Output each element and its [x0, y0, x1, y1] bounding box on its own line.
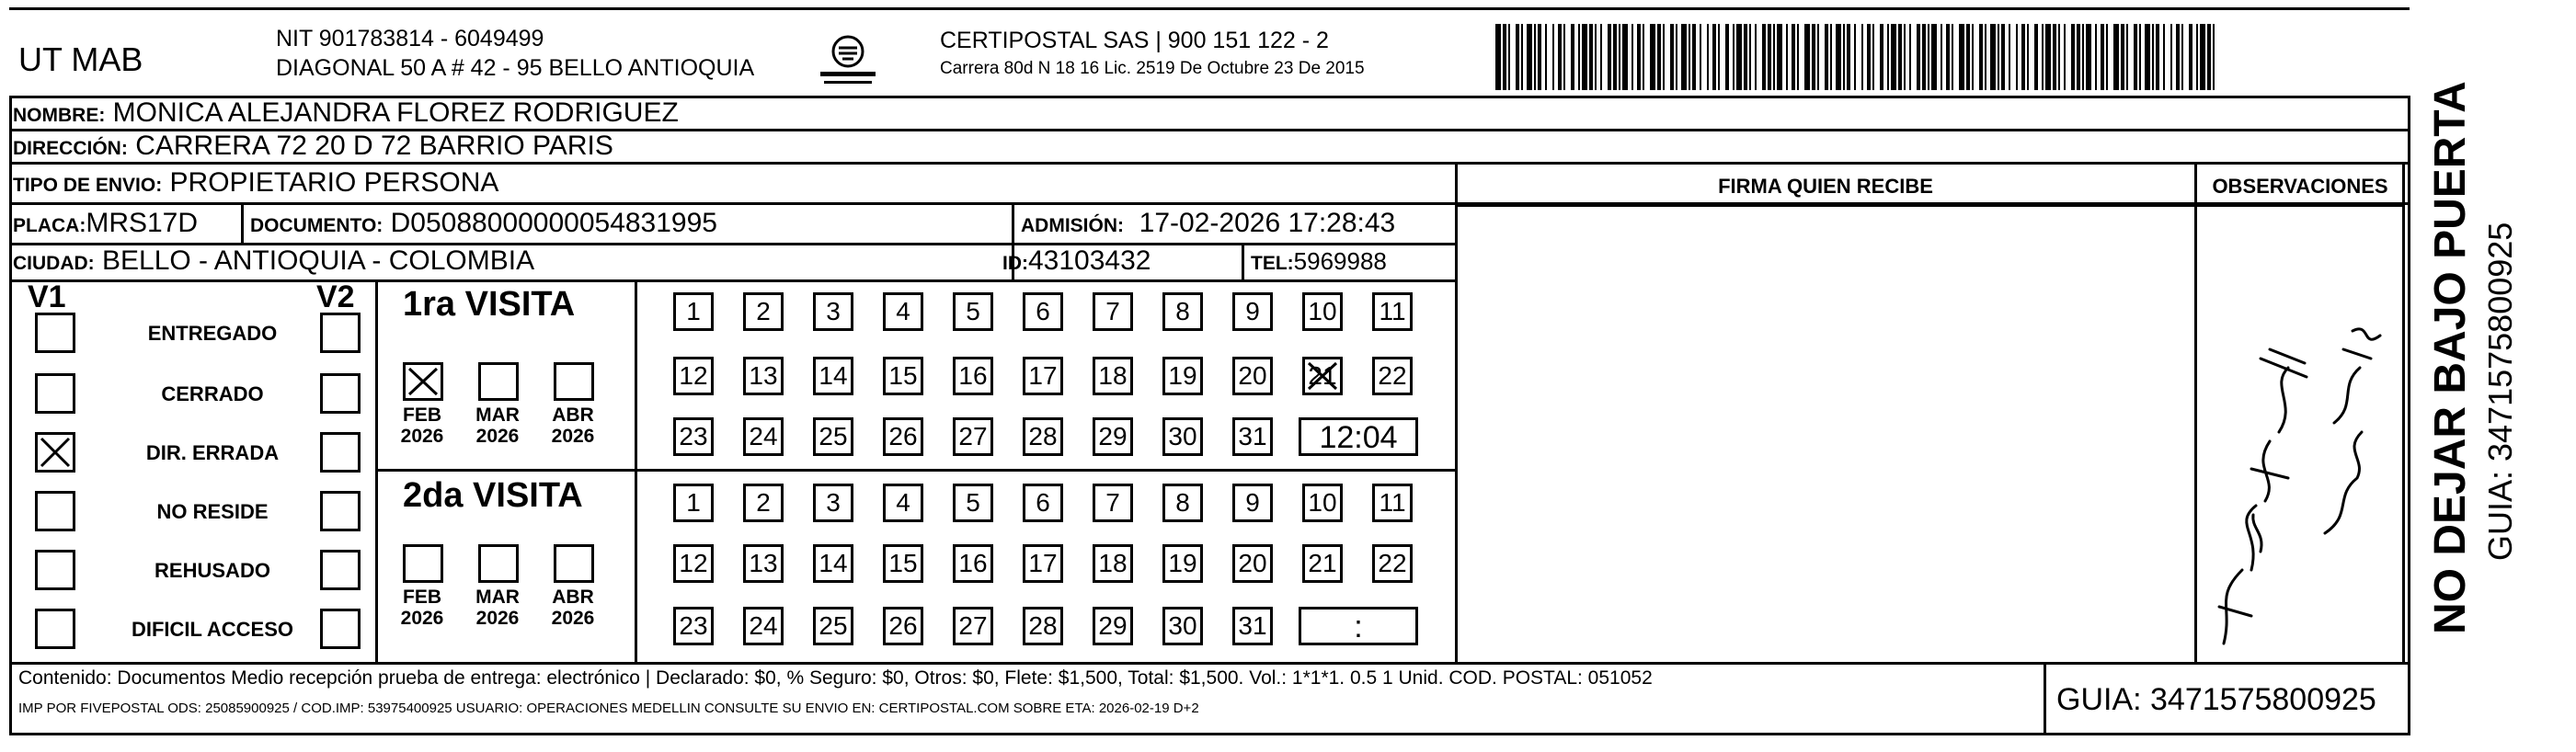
visit1-day-box[interactable]: 30	[1162, 417, 1203, 456]
col-line-firma-left	[1455, 162, 1458, 663]
month-name: MAR	[475, 404, 520, 426]
admision-label: ADMISIÓN:	[1021, 215, 1124, 236]
visit2-day-box[interactable]: 13	[743, 544, 784, 583]
frame-right-line	[2408, 96, 2410, 735]
visit1-month-label	[390, 404, 454, 447]
visit2-day-box[interactable]: 31	[1232, 607, 1273, 645]
row-direccion	[13, 131, 1455, 161]
status-label: DIFICIL ACCESO	[131, 618, 293, 641]
month-name: FEB	[403, 587, 441, 608]
visit2-month-checkbox[interactable]	[478, 544, 519, 583]
status-v2-checkbox[interactable]	[320, 550, 361, 590]
row-id	[1002, 245, 1232, 276]
visit1-month-checkbox[interactable]	[403, 362, 443, 401]
visit2-day-box[interactable]: 25	[813, 607, 853, 645]
visit2-day-box[interactable]: 7	[1093, 484, 1133, 522]
month-name: ABR	[552, 587, 594, 608]
visit2-day-box[interactable]: 9	[1232, 484, 1273, 522]
visit2-time-box[interactable]: :	[1299, 607, 1418, 645]
day-checkmark	[1305, 359, 1340, 401]
visit1-day-box[interactable]: 4	[883, 292, 923, 331]
company-name: UT MAB	[18, 40, 143, 78]
status-v2-checkbox[interactable]	[320, 373, 361, 414]
visit2-day-box[interactable]: 14	[813, 544, 853, 583]
visit1-month-checkbox[interactable]	[478, 362, 519, 401]
observaciones-header: OBSERVACIONES	[2212, 175, 2388, 198]
company-address: DIAGONAL 50 A # 42 - 95 BELLO ANTIOQUIA	[276, 55, 755, 81]
company-nit: NIT 901783814 - 6049499	[276, 26, 544, 51]
firma-header-line	[1455, 204, 2404, 207]
placa-divider	[241, 204, 244, 243]
v2-label: V2	[316, 279, 355, 314]
visit1-day-box[interactable]: 25	[813, 417, 853, 456]
visit2-day-box[interactable]: 12	[673, 544, 714, 583]
visit2-month-label	[465, 587, 530, 629]
visit1-day-box[interactable]: 8	[1162, 292, 1203, 331]
ciudad-label: CIUDAD:	[13, 253, 95, 274]
visit2-day-box[interactable]: 27	[953, 607, 993, 645]
visit2-day-box[interactable]: 4	[883, 484, 923, 522]
visit1-day-box[interactable]: 19	[1162, 357, 1203, 395]
footer-contenido: Contenido: Documentos Medio recepción prueba de entrega: electrónico | Declarado: $0, % Seguro: $0, Otros: $0, Flete: $1,500, Total: $1,500. Vol.: 1*1*1. 0.5 1 Unid. COD. POSTAL: 051052	[18, 667, 1653, 689]
documento-value: D05088000000054831995	[390, 208, 717, 238]
courier-name: CERTIPOSTAL SAS | 900 151 122 - 2	[940, 28, 1329, 53]
visit1-day-box[interactable]: 21	[1302, 357, 1343, 395]
courier-license: Carrera 80d N 18 16 Lic. 2519 De Octubre 23 De 2015	[940, 59, 1365, 78]
status-label: ENTREGADO	[147, 322, 278, 345]
month-name: ABR	[552, 404, 594, 426]
status-v1-checkbox[interactable]	[35, 313, 75, 353]
visit1-day-box[interactable]: 29	[1093, 417, 1133, 456]
visit2-title: 2da VISITA	[403, 476, 583, 515]
visit1-day-box[interactable]: 5	[953, 292, 993, 331]
row-line-5	[9, 279, 1457, 282]
visit1-day-box[interactable]: 15	[883, 357, 923, 395]
documento-label: DOCUMENTO:	[250, 215, 384, 236]
firma-header: FIRMA QUIEN RECIBE	[1718, 175, 1933, 198]
status-v1-checkbox[interactable]	[35, 491, 75, 531]
visit1-day-box[interactable]: 6	[1023, 292, 1063, 331]
visit1-day-box[interactable]: 17	[1023, 357, 1063, 395]
visit2-day-box[interactable]: 23	[673, 607, 714, 645]
admision-value: 17-02-2026 17:28:43	[1139, 208, 1396, 238]
visit1-day-box[interactable]: 1	[673, 292, 714, 331]
barcode	[1495, 24, 2222, 90]
month-name: FEB	[403, 404, 441, 426]
visit1-month-label	[465, 404, 530, 447]
frame-top-line	[9, 7, 2410, 10]
visit2-day-box[interactable]: 22	[1372, 544, 1413, 583]
status-label: NO RESIDE	[156, 500, 269, 523]
visit2-day-box[interactable]: 17	[1023, 544, 1063, 583]
month-year: 2026	[475, 608, 520, 629]
visit2-month-label	[541, 587, 605, 629]
id-value: 43103432	[1028, 245, 1151, 276]
status-v1-checkbox[interactable]	[35, 609, 75, 649]
visit2-day-box[interactable]: 16	[953, 544, 993, 583]
status-v1-checkbox[interactable]	[35, 550, 75, 590]
direccion-value: CARRERA 72 20 D 72 BARRIO PARIS	[135, 131, 613, 161]
visit1-day-box[interactable]: 3	[813, 292, 853, 331]
visit1-month-label	[541, 404, 605, 447]
visit2-day-box[interactable]: 6	[1023, 484, 1063, 522]
visit2-day-box[interactable]: 28	[1023, 607, 1063, 645]
nombre-value: MONICA ALEJANDRA FLOREZ RODRIGUEZ	[112, 97, 679, 128]
id-label: ID:	[1002, 253, 1028, 274]
visit-divider	[377, 469, 1457, 472]
visit2-day-box[interactable]: 18	[1093, 544, 1133, 583]
visit1-day-box[interactable]: 28	[1023, 417, 1063, 456]
tel-label: TEL:	[1251, 253, 1294, 274]
direccion-label: DIRECCIÓN:	[13, 138, 128, 159]
visit1-day-box[interactable]: 12	[673, 357, 714, 395]
row-nombre	[13, 97, 1455, 128]
handwritten-observation[interactable]	[2196, 294, 2402, 658]
placa-label: PLACA:	[13, 215, 86, 236]
frame-left-line	[9, 96, 12, 735]
tipo-label: TIPO DE ENVIO:	[13, 175, 163, 196]
status-label: DIR. ERRADA	[145, 441, 280, 464]
col-line-obs-right	[2402, 162, 2405, 663]
status-label: REHUSADO	[155, 559, 270, 582]
status-v2-checkbox[interactable]	[320, 491, 361, 531]
month-year: 2026	[551, 608, 595, 629]
visit2-day-box[interactable]: 8	[1162, 484, 1203, 522]
month-name: MAR	[475, 587, 520, 608]
visit1-day-box[interactable]: 14	[813, 357, 853, 395]
visit2-day-box[interactable]: 21	[1302, 544, 1343, 583]
visit2-day-box[interactable]: 19	[1162, 544, 1203, 583]
visit1-day-box[interactable]: 22	[1372, 357, 1413, 395]
footer-guia-divider	[2044, 662, 2046, 734]
visit1-day-box[interactable]: 24	[743, 417, 784, 456]
visit1-day-box[interactable]: 20	[1232, 357, 1273, 395]
status-v1-checkbox[interactable]	[35, 432, 75, 473]
visit1-day-box[interactable]: 27	[953, 417, 993, 456]
nombre-label: NOMBRE:	[13, 105, 106, 126]
visit1-day-box[interactable]: 18	[1093, 357, 1133, 395]
status-v1-checkbox[interactable]	[35, 373, 75, 414]
side-guia: GUIA: 3471575800925	[2481, 222, 2519, 561]
visit2-day-box[interactable]: 5	[953, 484, 993, 522]
visit1-day-box[interactable]: 16	[953, 357, 993, 395]
row-admision	[1021, 208, 1453, 238]
visit2-month-label	[390, 587, 454, 629]
row-documento	[250, 208, 986, 238]
footer-imp: IMP POR FIVEPOSTAL ODS: 25085900925 / COD.IMP: 53975400925 USUARIO: OPERACIONES MEDELLIN CONSULTE SU ENVIO EN: CERTIPOSTAL.COM SOBRE ETA: 2026-02-19 D+2	[18, 701, 1199, 716]
visit2-day-box[interactable]: 15	[883, 544, 923, 583]
month-year: 2026	[551, 426, 595, 447]
visit2-day-box[interactable]: 20	[1232, 544, 1273, 583]
row-tel	[1251, 245, 1453, 276]
visit1-time-box[interactable]: 12:04	[1299, 417, 1418, 456]
month-year: 2026	[400, 608, 444, 629]
tel-value: 5969988	[1293, 247, 1387, 275]
row-tipo	[13, 167, 1455, 198]
visit1-day-box[interactable]: 2	[743, 292, 784, 331]
visit1-day-box[interactable]: 23	[673, 417, 714, 456]
visit1-day-box[interactable]: 31	[1232, 417, 1273, 456]
status-v2-checkbox[interactable]	[320, 313, 361, 353]
tel-divider	[1242, 243, 1244, 279]
visit1-title: 1ra VISITA	[403, 285, 576, 324]
status-v2-checkbox[interactable]	[320, 432, 361, 473]
certipostal-logo	[811, 31, 885, 88]
visit2-day-box[interactable]: 30	[1162, 607, 1203, 645]
tipo-value: PROPIETARIO PERSONA	[169, 167, 499, 198]
visit2-day-box[interactable]: 24	[743, 607, 784, 645]
visit2-day-box[interactable]: 10	[1302, 484, 1343, 522]
visit1-day-box[interactable]: 10	[1302, 292, 1343, 331]
status-label: CERRADO	[161, 382, 264, 405]
status-v2-checkbox[interactable]	[320, 609, 361, 649]
visit1-day-box[interactable]: 9	[1232, 292, 1273, 331]
visit1-day-box[interactable]: 11	[1372, 292, 1413, 331]
visit1-day-box[interactable]: 26	[883, 417, 923, 456]
footer-guia: GUIA: 3471575800925	[2056, 682, 2376, 717]
ciudad-value: BELLO - ANTIOQUIA - COLOMBIA	[102, 245, 535, 276]
visit2-month-checkbox[interactable]	[554, 544, 594, 583]
visit2-day-box[interactable]: 2	[743, 484, 784, 522]
visit2-day-box[interactable]: 11	[1372, 484, 1413, 522]
month-year: 2026	[475, 426, 520, 447]
visit1-month-checkbox[interactable]	[554, 362, 594, 401]
visit1-day-box[interactable]: 7	[1093, 292, 1133, 331]
v1-label: V1	[28, 279, 66, 314]
visit2-month-checkbox[interactable]	[403, 544, 443, 583]
visit2-day-box[interactable]: 26	[883, 607, 923, 645]
side-no-dejar: NO DEJAR BAJO PUERTA	[2426, 81, 2475, 634]
visit2-day-box[interactable]: 3	[813, 484, 853, 522]
placa-value: MRS17D	[86, 208, 199, 238]
visit1-day-box[interactable]: 13	[743, 357, 784, 395]
footer-top-line	[9, 662, 2408, 665]
visit2-day-box[interactable]: 29	[1093, 607, 1133, 645]
visit2-day-box[interactable]: 1	[673, 484, 714, 522]
row-line-2	[9, 162, 2408, 165]
row-ciudad	[13, 245, 1006, 276]
frame-bottom-line	[9, 733, 2410, 735]
month-year: 2026	[400, 426, 444, 447]
